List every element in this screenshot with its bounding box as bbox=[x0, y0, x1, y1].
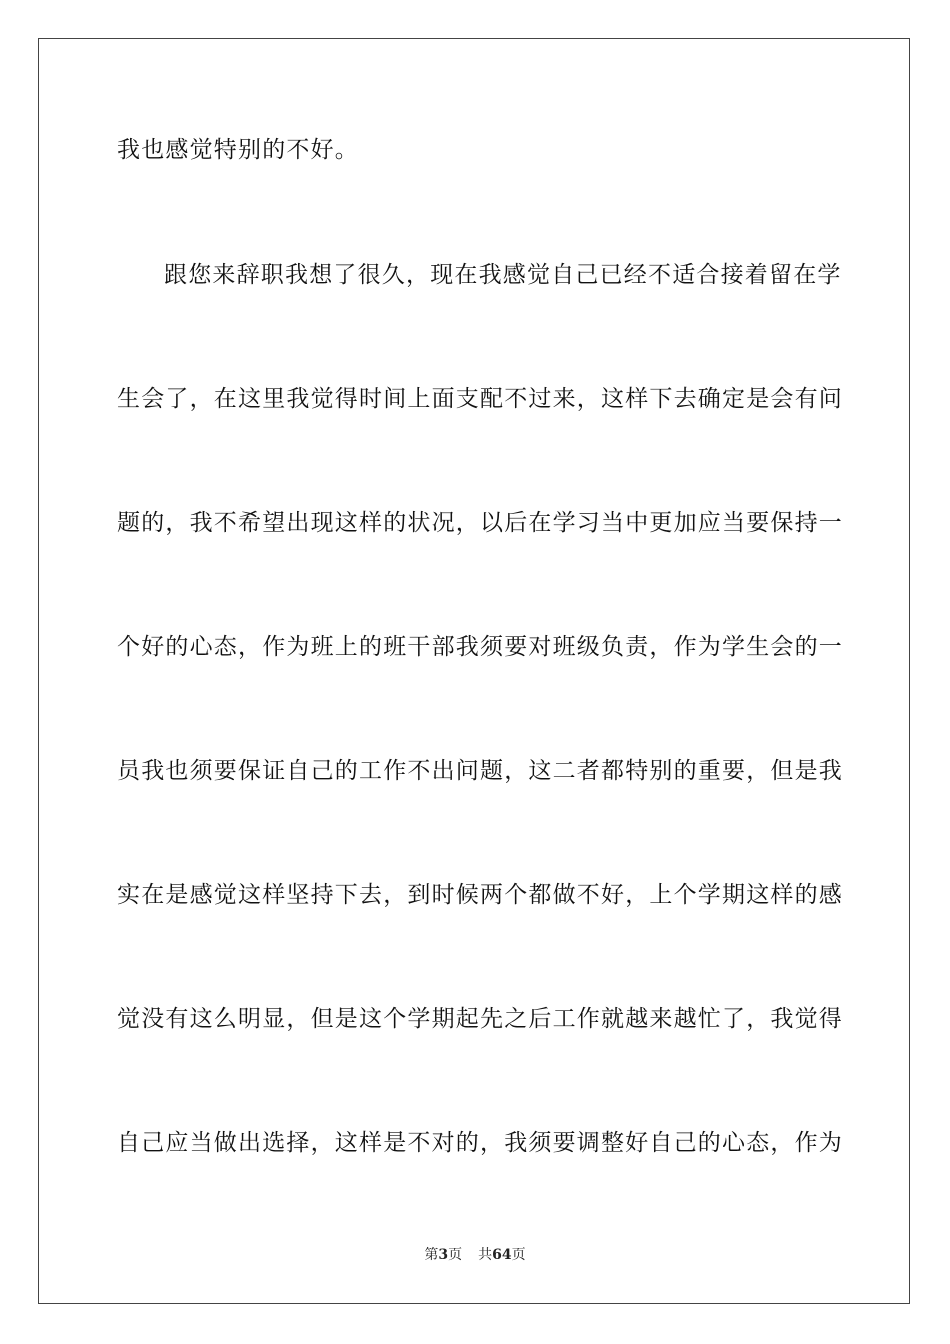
paragraph-line-6: 员我也须要保证自己的工作不出问题，这二者都特别的重要，但是我 bbox=[117, 758, 843, 784]
paragraph-line-7: 实在是感觉这样坚持下去，到时候两个都做不好，上个学期这样的感 bbox=[117, 882, 843, 908]
page-footer bbox=[0, 1246, 950, 1264]
paragraph-line-8: 觉没有这么明显，但是这个学期起先之后工作就越来越忙了，我觉得 bbox=[117, 1006, 843, 1032]
paragraph-line-3: 生会了，在这里我觉得时间上面支配不过来，这样下去确定是会有问 bbox=[117, 386, 843, 412]
page-number: 3 bbox=[438, 1247, 449, 1263]
paragraph-line-9: 自己应当做出选择，这样是不对的，我须要调整好自己的心态，作为 bbox=[117, 1130, 843, 1156]
total-label-prefix: 共 bbox=[478, 1247, 493, 1263]
total-pages: 64 bbox=[492, 1247, 512, 1263]
paragraph-line-4: 题的，我不希望出现这样的状况，以后在学习当中更加应当要保持一 bbox=[117, 510, 843, 536]
total-label-suffix: 页 bbox=[511, 1247, 526, 1263]
paragraph-line-1: 我也感觉特别的不好。 bbox=[117, 137, 359, 163]
paragraph-line-5: 个好的心态，作为班上的班干部我须要对班级负责，作为学生会的一 bbox=[117, 634, 843, 660]
page-border bbox=[38, 38, 910, 1304]
paragraph-line-2: 跟您来辞职我想了很久，现在我感觉自己已经不适合接着留在学 bbox=[164, 262, 842, 288]
page-label-prefix: 第 bbox=[424, 1247, 439, 1263]
page-label-suffix: 页 bbox=[448, 1247, 463, 1263]
